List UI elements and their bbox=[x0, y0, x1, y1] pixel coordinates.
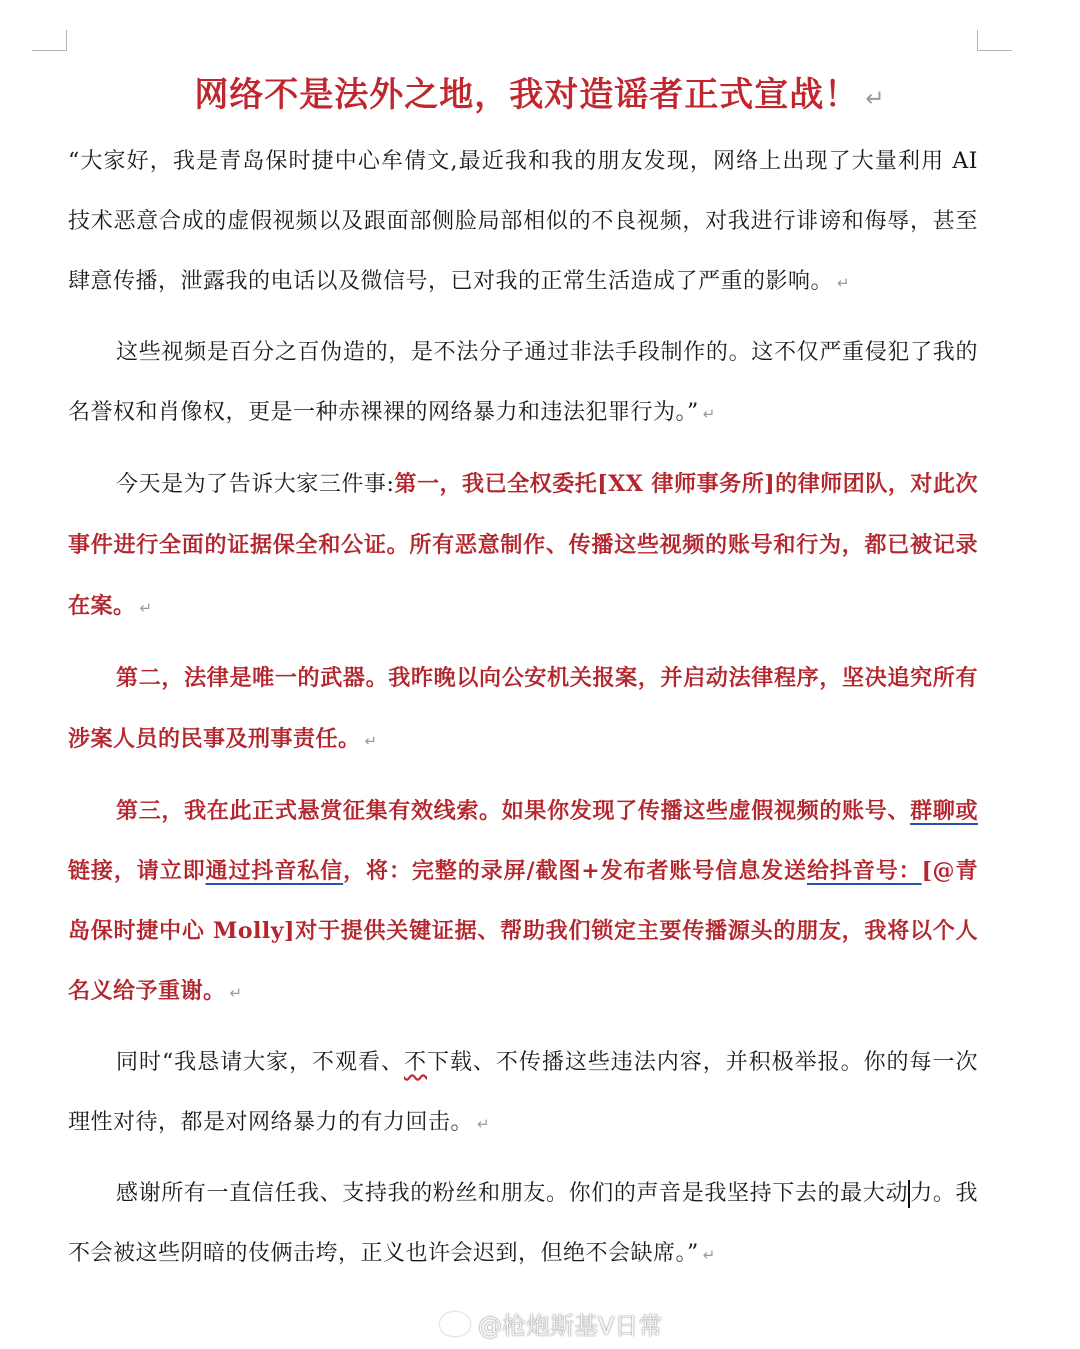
paragraph-5-part-c: 链接，请立即 bbox=[68, 858, 206, 884]
page-corner-mark-top-right bbox=[977, 30, 1012, 51]
paragraph-mark-icon: ↵ bbox=[865, 86, 886, 112]
paragraph-5-part-f: 完整的录屏/截图+发布者账号信息发送 bbox=[411, 858, 807, 884]
paragraph-5-underlined-group-chat: 群聊或 bbox=[910, 798, 978, 824]
paragraph-3 bbox=[68, 454, 978, 638]
paragraph-1 bbox=[68, 132, 978, 313]
paragraph-6-part-a: 同时“我恳请大家，不观看、 bbox=[116, 1050, 404, 1075]
paragraph-6-part-c: 下载、不传播这些违法内容，并积极举报。你的每一次理性对待，都是对网络暴力的有力回击。 bbox=[68, 1050, 978, 1135]
paragraph-7-part-a: 感谢所有一直信任我、支持我的粉丝和朋友。你们的声音是我坚持下去的最大动 bbox=[116, 1181, 909, 1206]
paragraph-mark-icon: ↵ bbox=[702, 405, 716, 423]
paragraph-6 bbox=[68, 1033, 978, 1154]
document-title[interactable] bbox=[0, 70, 1080, 124]
page-corner-mark-top-left bbox=[32, 30, 67, 51]
paragraph-3-lead: 今天是为了告诉大家三件事: bbox=[116, 472, 395, 497]
paragraph-5-part-a: 第三，我在此正式悬赏征集有效线索。如果你发现了传播这些虚假视频的账号、 bbox=[116, 798, 911, 824]
paragraph-1-text: “大家好，我是青岛保时捷中心牟倩文,最近我和我的朋友发现，网络上出现了大量利用 AI 技术恶意合成的虚假视频以及跟面部侧脸局部相似的不良视频，对我进行诽谤和侮辱，甚至肆意传播，泄露我的电话以及微信号，已对我的正常生活造成了严重的影响。 bbox=[68, 149, 978, 294]
paragraph-5-part-e: ，将： bbox=[343, 858, 412, 884]
paragraph-5-account-handle: [@青岛保时捷中心 Molly] bbox=[68, 858, 978, 944]
paragraph-7-part-b: 力。我不会被这些阴暗的伎俩击垮，正义也许会迟到，但绝不会缺席。” bbox=[68, 1181, 978, 1266]
document-body[interactable] bbox=[68, 132, 978, 1295]
watermark-text: @枪炮斯基V日常 bbox=[478, 1312, 663, 1340]
paragraph-5-underlined-douyin-id: 给抖音号： bbox=[806, 858, 922, 884]
paragraph-mark-icon: ↵ bbox=[702, 1246, 716, 1264]
paragraph-mark-icon: ↵ bbox=[477, 1115, 491, 1133]
paragraph-2 bbox=[68, 323, 978, 444]
paragraph-2-text: 这些视频是百分之百伪造的，是不法分子通过非法手段制作的。这不仅严重侵犯了我的名誉权和肖像权，更是一种赤裸裸的网络暴力和违法犯罪行为。” bbox=[68, 340, 978, 425]
paragraph-5-part-i: 对于提供关键证据、帮助我们锁定主要传播源头的朋友，我将以个人名义给予重谢。 bbox=[68, 918, 978, 1004]
paragraph-3-red-text: 第一，我已全权委托[XX 律师事务所]的律师团队，对此次事件进行全面的证据保全和公证。所有恶意制作、传播这些视频的账号和行为，都已被记录在案。 bbox=[68, 471, 978, 619]
paragraph-4-red-text: 第二，法律是唯一的武器。我昨晚以向公安机关报案，并启动法律程序，坚决追究所有涉案人员的民事及刑事责任。 bbox=[68, 665, 978, 752]
paragraph-7 bbox=[68, 1164, 978, 1285]
paragraph-mark-icon: ↵ bbox=[139, 599, 153, 617]
paragraph-6-spellcheck-underline: 不 bbox=[403, 1050, 427, 1075]
paragraph-mark-icon: ↵ bbox=[229, 984, 243, 1002]
paragraph-5-underlined-douyin-dm: 通过抖音私信 bbox=[205, 858, 344, 884]
paragraph-4 bbox=[68, 648, 978, 771]
paragraph-mark-icon: ↵ bbox=[837, 274, 851, 292]
document-title-text: 网络不是法外之地，我对造谣者正式宣战！ bbox=[194, 75, 860, 115]
paragraph-5 bbox=[68, 781, 978, 1023]
paragraph-mark-icon: ↵ bbox=[364, 732, 378, 750]
weibo-icon bbox=[440, 1312, 470, 1336]
watermark bbox=[440, 1306, 662, 1341]
